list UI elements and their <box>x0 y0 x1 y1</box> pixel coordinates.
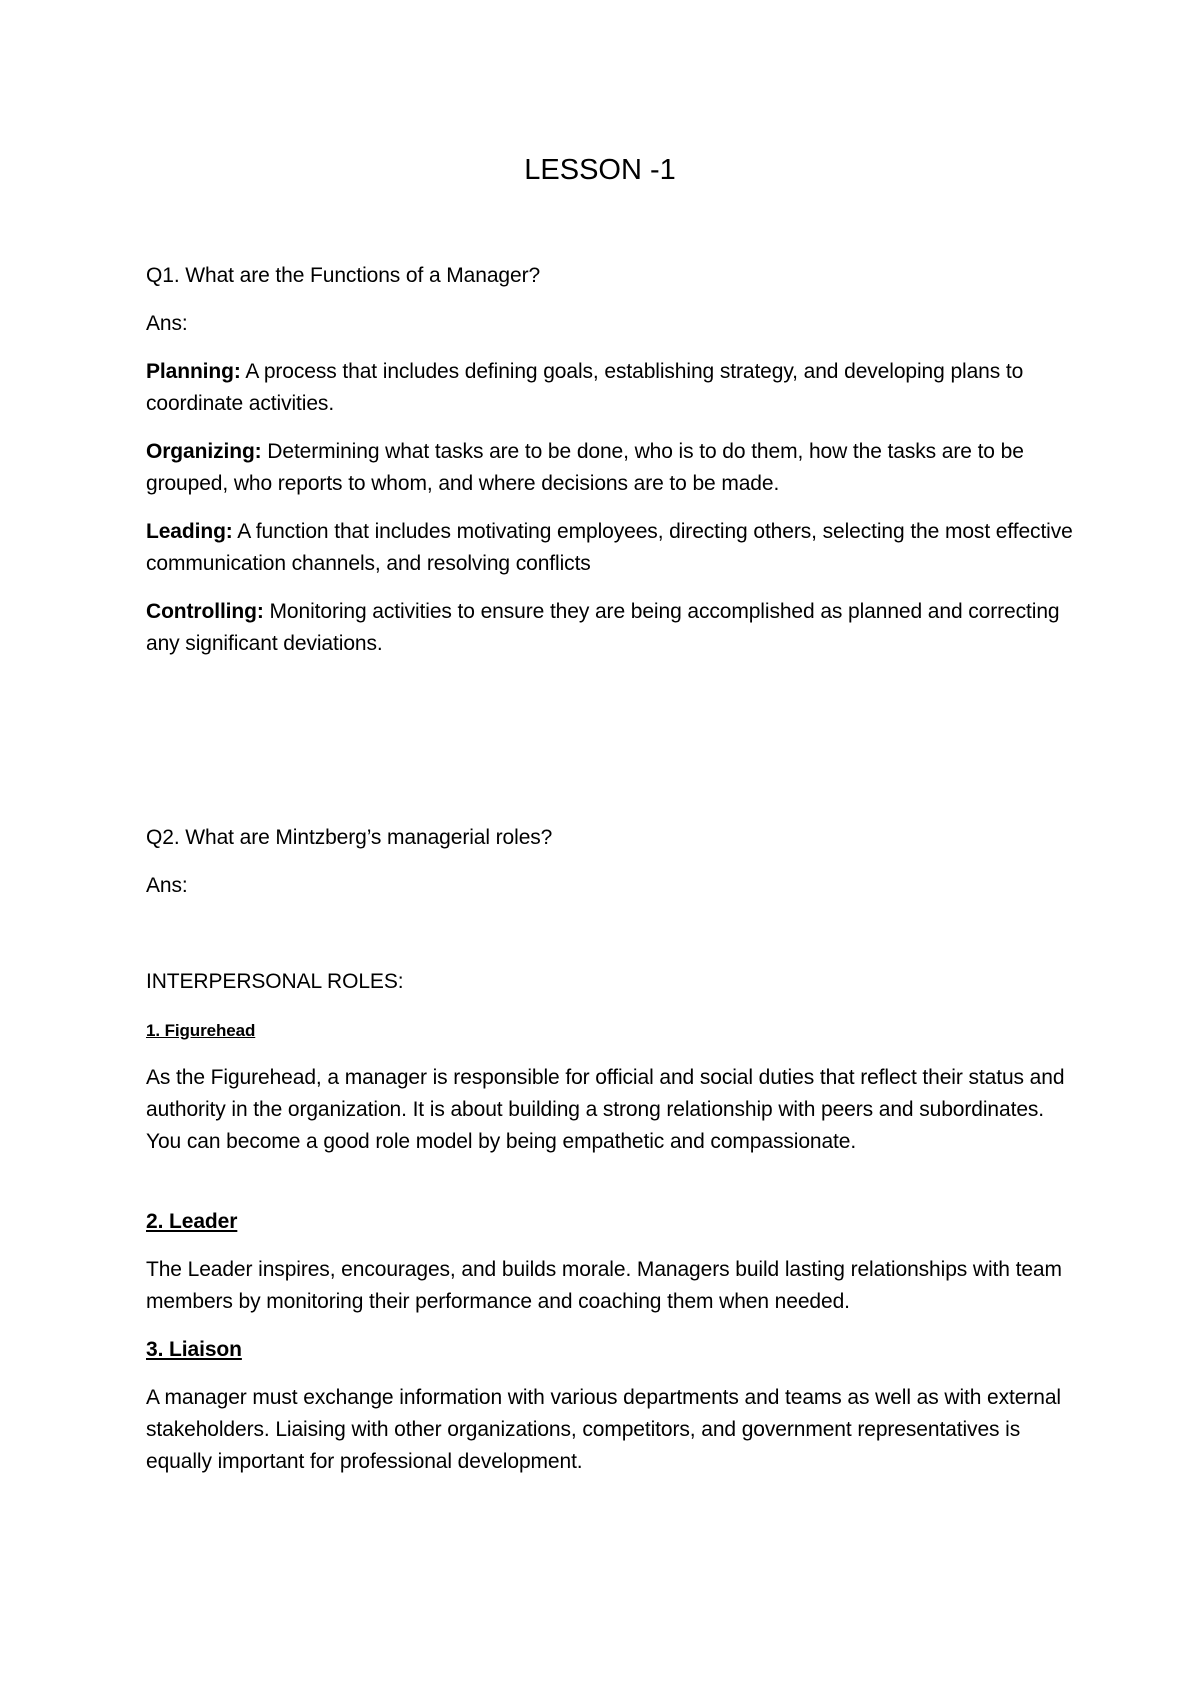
lesson-title: LESSON -1 <box>524 154 676 186</box>
q1-item-controlling <box>146 596 1076 660</box>
role-text-leader: The Leader inspires, encourages, and builds morale. Managers build lasting relationships with team members by monitoring their performance and coaching them when needed. <box>146 1258 1062 1313</box>
role-heading-figurehead <box>146 1014 1076 1047</box>
definition-controlling: Monitoring activities to ensure they are being accomplished as planned and correcting any significant deviations. <box>146 600 1060 655</box>
role-heading-liaison-text: 3. Liaison <box>146 1338 242 1361</box>
term-leading: Leading: <box>146 520 233 543</box>
q1-item-planning <box>146 356 1076 420</box>
q1-item-leading <box>146 516 1076 580</box>
role-text-figurehead: As the Figurehead, a manager is responsible for official and social duties that reflect their status and authority in the organization. It is about building a strong relationship with peers and subordinates. You can become a good role model by being empathetic and compassionate. <box>146 1066 1065 1153</box>
q1-ans-label: Ans: <box>146 312 188 335</box>
role-heading-leader <box>146 1206 1076 1238</box>
definition-planning: A process that includes defining goals, establishing strategy, and developing plans to coordinate activities. <box>146 360 1024 415</box>
q1-item-organizing <box>146 436 1076 500</box>
definition-organizing: Determining what tasks are to be done, who is to do them, how the tasks are to be grouped, who reports to whom, and where decisions are to be made. <box>146 440 1024 495</box>
term-planning: Planning: <box>146 360 241 383</box>
term-controlling: Controlling: <box>146 600 264 623</box>
role-heading-leader-text: 2. Leader <box>146 1210 238 1233</box>
role-heading-figurehead-text: 1. Figurehead <box>146 1021 256 1040</box>
role-heading-liaison <box>146 1334 1076 1366</box>
q2-ans-label: Ans: <box>146 874 188 897</box>
term-organizing: Organizing: <box>146 440 262 463</box>
interpersonal-roles-heading: INTERPERSONAL ROLES: <box>146 970 404 993</box>
definition-leading: A function that includes motivating employees, directing others, selecting the most effective communication channels, and resolving conflicts <box>146 520 1073 575</box>
q1-question: Q1. What are the Functions of a Manager? <box>146 264 541 287</box>
role-text-liaison: A manager must exchange information with various departments and teams as well as with external stakeholders. Liaising with other organizations, competitors, and government representatives is equally important for professional development. <box>146 1386 1061 1473</box>
q2-question: Q2. What are Mintzberg’s managerial roles? <box>146 826 553 849</box>
